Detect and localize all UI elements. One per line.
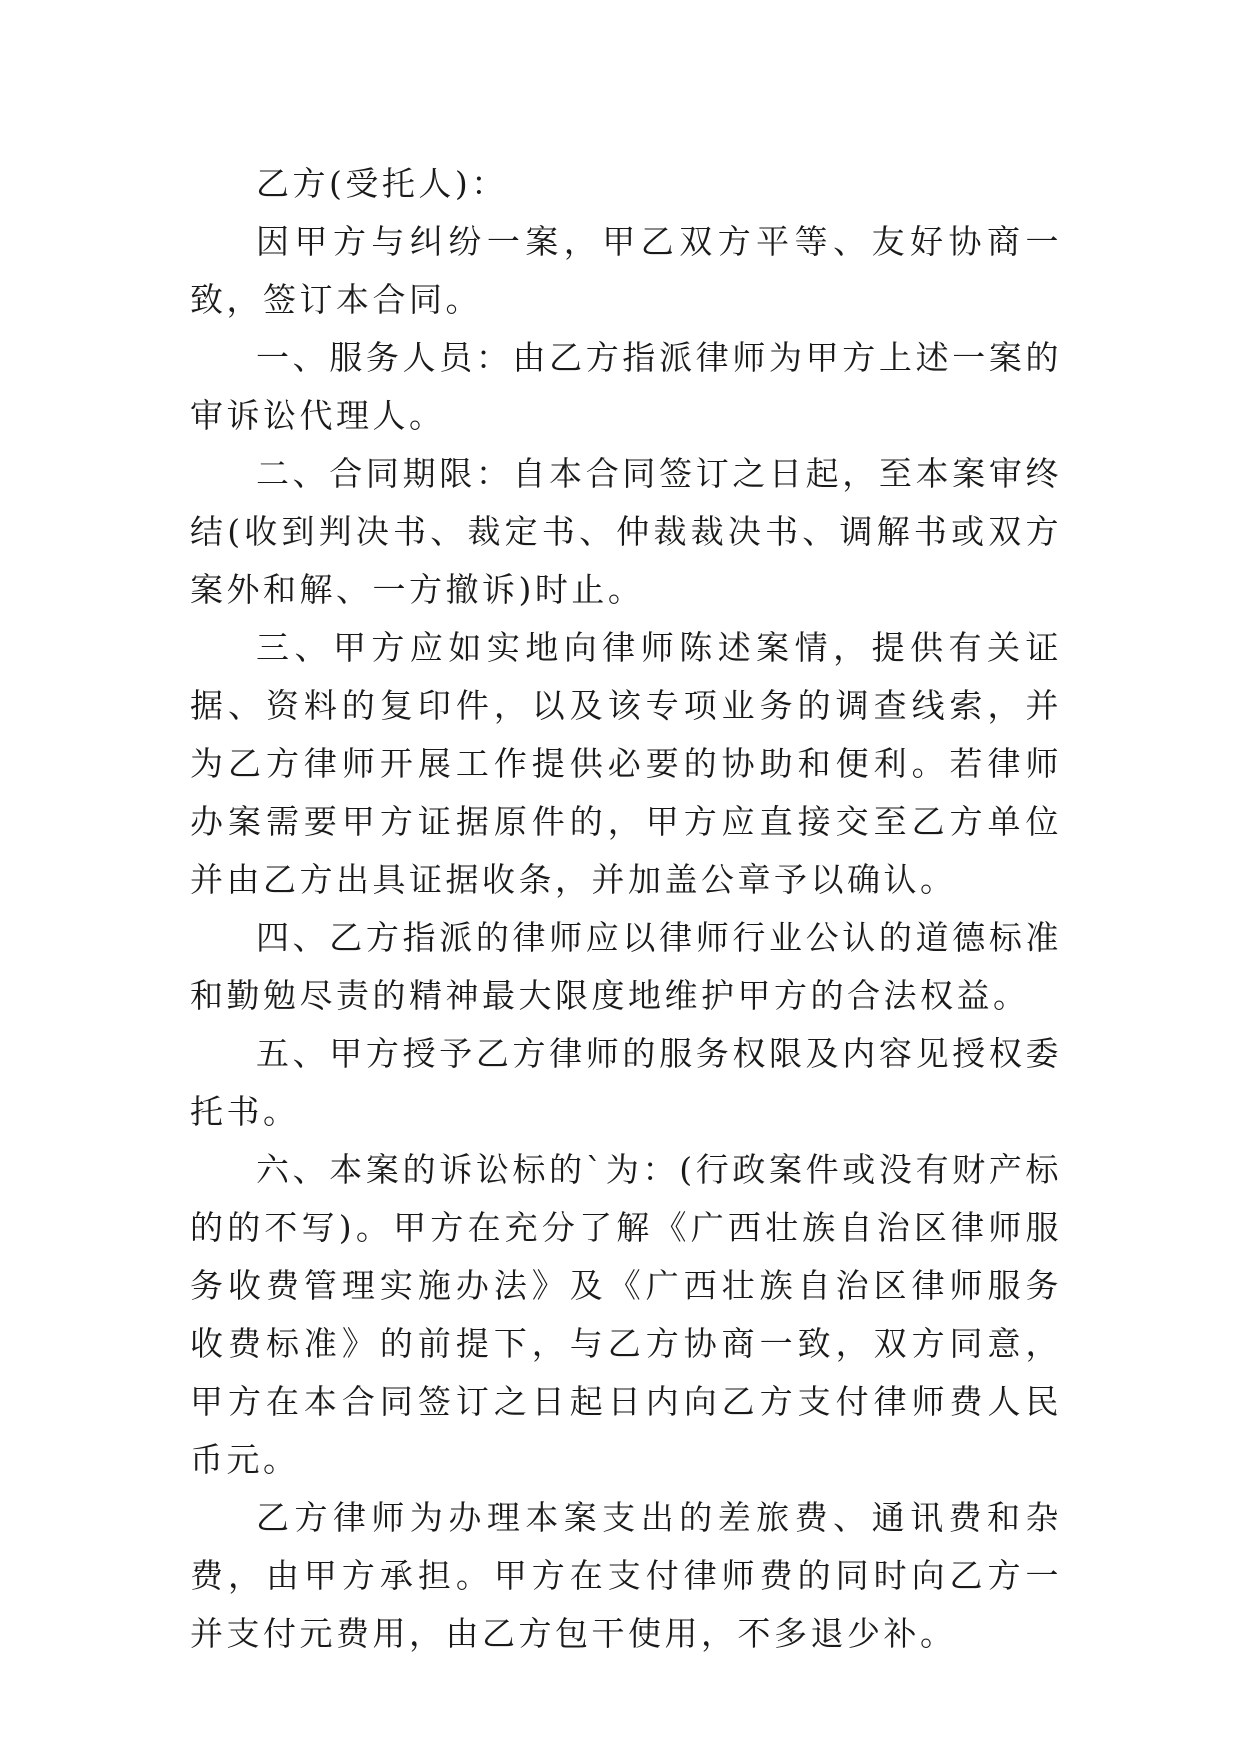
document-body	[190, 155, 1062, 1663]
clause-4-lawyer-duties: 四、乙方指派的律师应以律师行业公认的道德标准和勤勉尽责的精神最大限度地维护甲方的合法权益。	[190, 918, 1062, 1015]
contract-intro: 因甲方与纠纷一案，甲乙双方平等、友好协商一致，签订本合同。	[190, 222, 1062, 319]
clause-2-contract-term: 二、合同期限：自本合同签订之日起，至本案审终结(收到判决书、裁定书、仲裁裁决书、调解书或双方案外和解、一方撤诉)时止。	[190, 454, 1062, 609]
clause-1-service-personnel: 一、服务人员：由乙方指派律师为甲方上述一案的审诉讼代理人。	[190, 338, 1062, 435]
party-b-label: 乙方(受托人)：	[256, 164, 508, 203]
clause-3-party-a-duties: 三、甲方应如实地向律师陈述案情，提供有关证据、资料的复印件，以及该专项业务的调查线索，并为乙方律师开展工作提供必要的协助和便利。若律师办案需要甲方证据原件的，甲方应直接交至乙方单位并由乙方出具证据收条，并加盖公章予以确认。	[190, 628, 1062, 899]
clause-5-authorization: 五、甲方授予乙方律师的服务权限及内容见授权委托书。	[190, 1034, 1062, 1131]
clause-6-litigation-subject-fees: 六、本案的诉讼标的`为：(行政案件或没有财产标的的不写)。甲方在充分了解《广西壮族自治区律师服务收费管理实施办法》及《广西壮族自治区律师服务收费标准》的前提下，与乙方协商一致，双方同意，甲方在本合同签订之日起日内向乙方支付律师费人民币元。	[190, 1150, 1062, 1479]
expenses-paragraph: 乙方律师为办理本案支出的差旅费、通讯费和杂费，由甲方承担。甲方在支付律师费的同时向乙方一并支付元费用，由乙方包干使用，不多退少补。	[190, 1498, 1062, 1653]
